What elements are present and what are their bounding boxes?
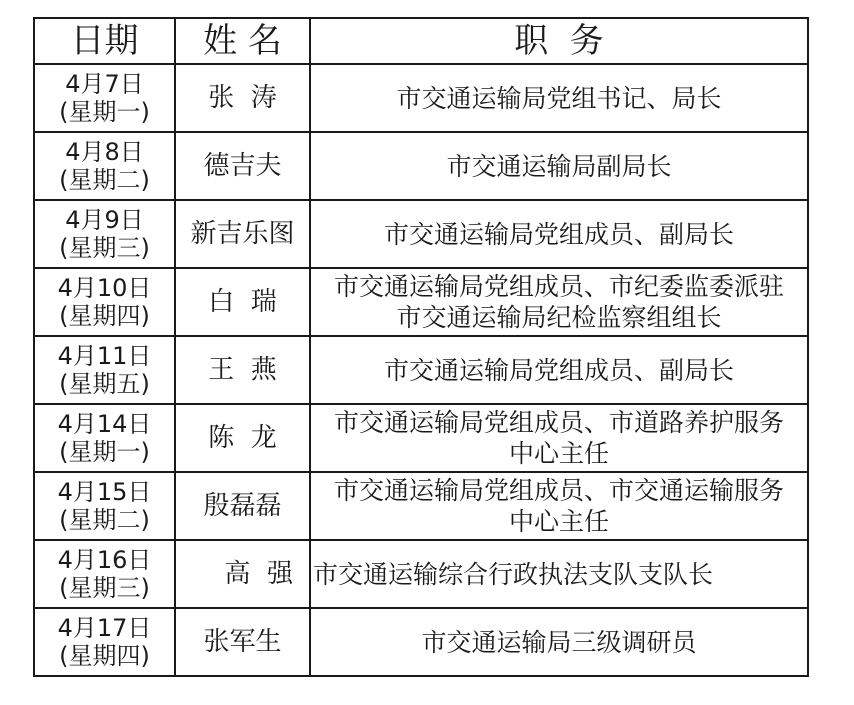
table-row bbox=[34, 336, 808, 404]
date-text: 4月14日 bbox=[57, 410, 152, 438]
role-text: 市交通运输局党组成员、副局长 bbox=[383, 219, 734, 249]
header-role: 职 务 bbox=[310, 18, 808, 64]
table-row bbox=[34, 132, 808, 200]
role-cell bbox=[310, 404, 808, 472]
date-cell bbox=[34, 472, 175, 540]
date-cell bbox=[34, 64, 175, 132]
name-cell: 陈 龙 bbox=[175, 404, 310, 472]
weekday-text: (星期三) bbox=[59, 234, 150, 262]
weekday-text: (星期四) bbox=[59, 642, 150, 670]
date-cell bbox=[34, 608, 175, 676]
role-text-line1: 市交通运输局党组成员、市交通运输服务 bbox=[333, 476, 784, 505]
role-text: 市交通运输局党组成员、副局长 bbox=[383, 355, 734, 385]
role-cell bbox=[310, 540, 808, 608]
date-text: 4月7日 bbox=[65, 70, 144, 98]
weekday-text: (星期一) bbox=[59, 438, 150, 466]
table-row bbox=[34, 404, 808, 472]
table-row bbox=[34, 64, 808, 132]
weekday-text: (星期二) bbox=[59, 506, 150, 534]
weekday-text: (星期一) bbox=[59, 98, 150, 126]
weekday-text: (星期五) bbox=[59, 370, 150, 398]
date-text: 4月8日 bbox=[65, 138, 144, 166]
date-text: 4月10日 bbox=[57, 274, 152, 302]
date-cell bbox=[34, 132, 175, 200]
date-cell bbox=[34, 336, 175, 404]
date-cell bbox=[34, 268, 175, 336]
table-row bbox=[34, 608, 808, 676]
date-text: 4月15日 bbox=[57, 478, 152, 506]
role-cell bbox=[310, 268, 808, 336]
weekday-text: (星期二) bbox=[59, 166, 150, 194]
date-cell bbox=[34, 540, 175, 608]
header-name: 姓 名 bbox=[175, 18, 310, 64]
table-row bbox=[34, 200, 808, 268]
date-text: 4月16日 bbox=[57, 546, 152, 574]
role-cell bbox=[310, 64, 808, 132]
date-text: 4月17日 bbox=[57, 614, 152, 642]
date-text: 4月9日 bbox=[65, 206, 144, 234]
role-text: 市交通运输综合行政执法支队支队长 bbox=[313, 559, 714, 589]
name-cell: 白 瑞 bbox=[175, 268, 310, 336]
name-cell: 新吉乐图 bbox=[175, 200, 310, 268]
role-text: 市交通运输局副局长 bbox=[446, 151, 672, 181]
name-cell: 殷磊磊 bbox=[175, 472, 310, 540]
weekday-text: (星期三) bbox=[59, 574, 150, 602]
weekday-text: (星期四) bbox=[59, 302, 150, 330]
table-row bbox=[34, 472, 808, 540]
date-cell bbox=[34, 404, 175, 472]
role-cell bbox=[310, 336, 808, 404]
role-text-line2: 市交通运输局纪检监察组组长 bbox=[396, 303, 722, 332]
table-row bbox=[34, 268, 808, 336]
name-cell: 德吉夫 bbox=[175, 132, 310, 200]
role-text-line1: 市交通运输局党组成员、市道路养护服务 bbox=[333, 408, 784, 437]
name-cell: 高 强 bbox=[175, 540, 310, 608]
role-text-line2: 中心主任 bbox=[508, 439, 609, 468]
name-cell: 张军生 bbox=[175, 608, 310, 676]
name-cell: 王 燕 bbox=[175, 336, 310, 404]
role-cell bbox=[310, 608, 808, 676]
role-text: 市交通运输局三级调研员 bbox=[421, 627, 697, 657]
role-cell bbox=[310, 132, 808, 200]
table-row bbox=[34, 540, 808, 608]
role-cell bbox=[310, 472, 808, 540]
header-date: 日期 bbox=[34, 18, 175, 64]
date-cell bbox=[34, 200, 175, 268]
role-cell bbox=[310, 200, 808, 268]
role-text-line1: 市交通运输局党组成员、市纪委监委派驻 bbox=[333, 272, 784, 301]
name-cell: 张 涛 bbox=[175, 64, 310, 132]
date-text: 4月11日 bbox=[57, 342, 152, 370]
header-row bbox=[34, 18, 808, 64]
role-text: 市交通运输局党组书记、局长 bbox=[396, 83, 722, 113]
duty-schedule-table bbox=[33, 17, 809, 677]
role-text-line2: 中心主任 bbox=[508, 507, 609, 536]
